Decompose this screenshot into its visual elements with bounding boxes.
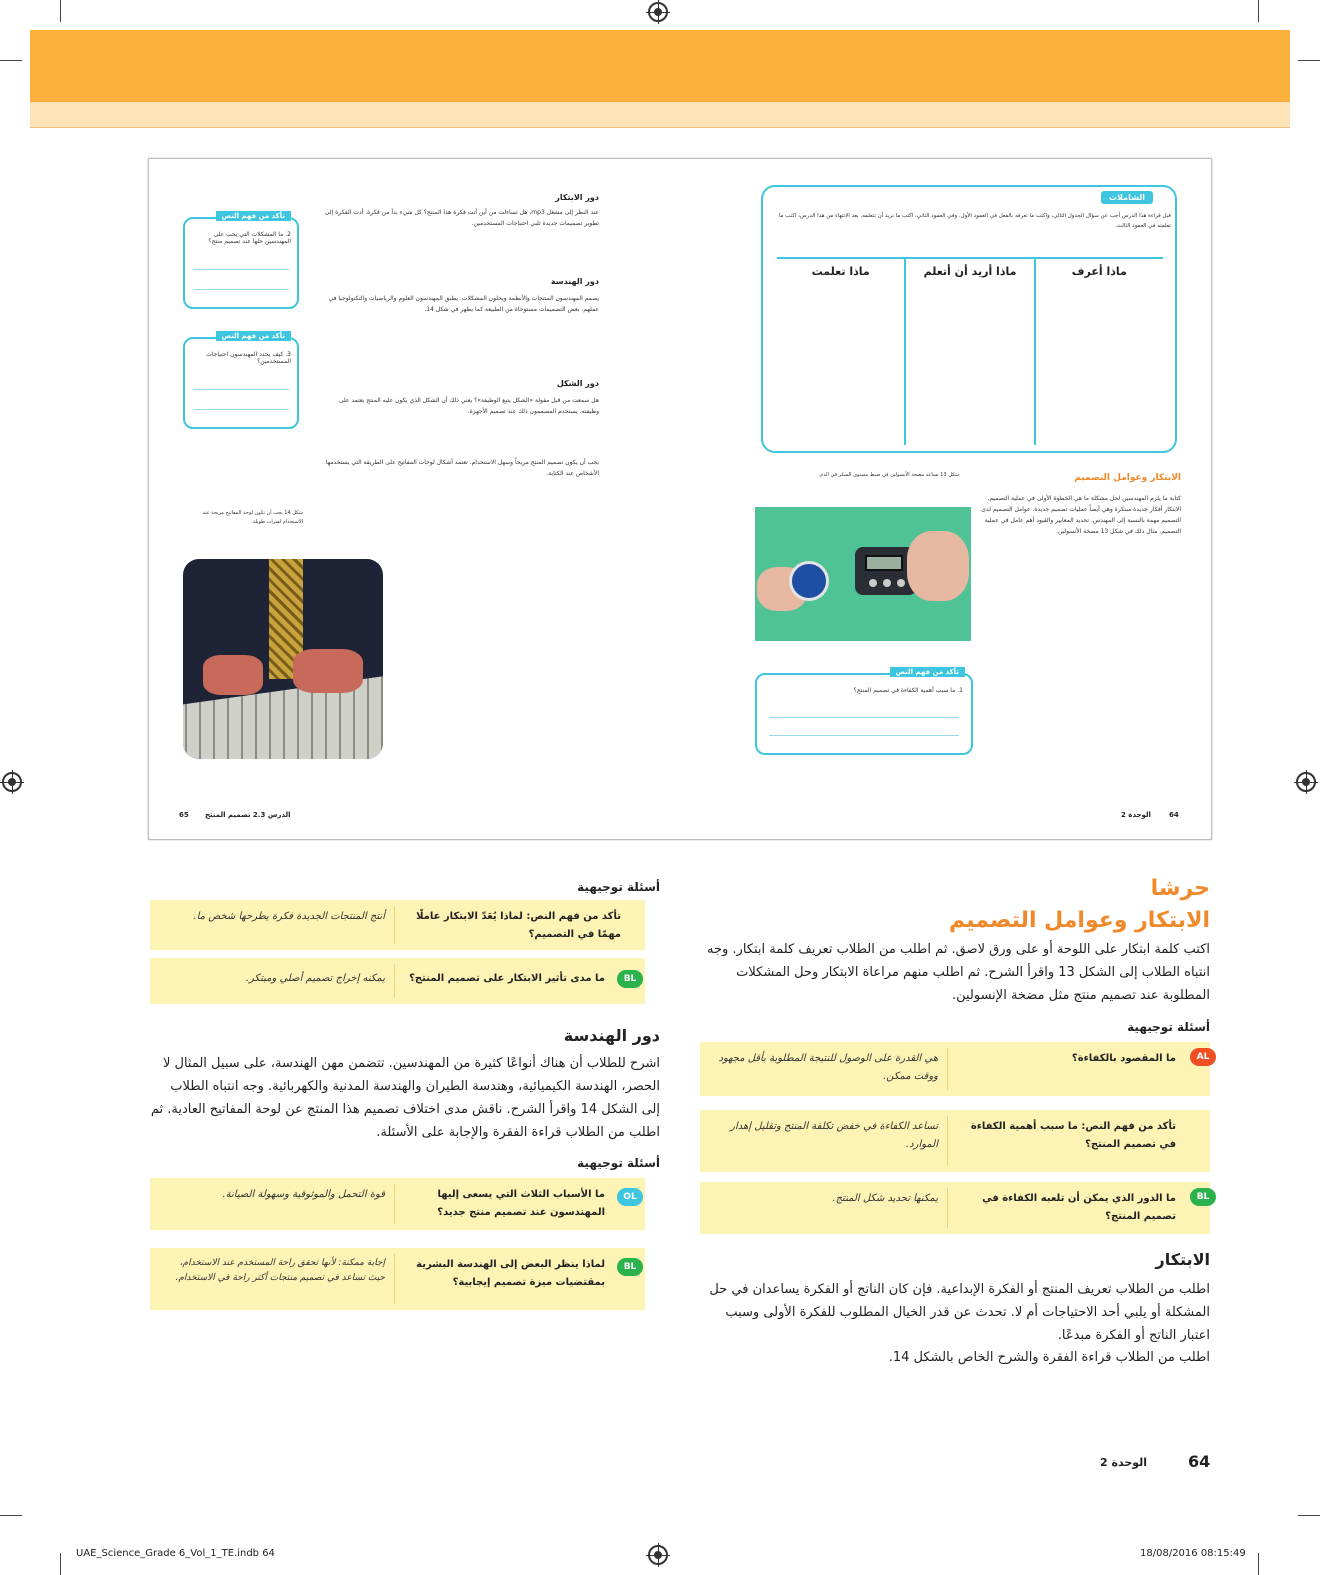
student-section-heading: الابتكار وعوامل التصميم <box>1074 473 1181 483</box>
note-question: 3. كيف يحدد المهندسون احتياجات المستخدمين؟ <box>206 351 291 365</box>
student-p-shape: هل سمعت من قبل مقولة «الشكل يتبع الوظيفة»؟ يعني ذلك أن الشكل الذي يكون عليه المنتج يعتمد على وظيفته. يستخدم المصممون ذلك عند تصميم الأجهزة. <box>338 397 599 415</box>
slug-datetime: 18/08/2016 08:15:49 <box>1140 1548 1246 1559</box>
pump-button <box>883 579 891 587</box>
student-page-label-right: الدرس 2.3 تصميم المنتج <box>205 811 291 819</box>
te-answer: إجابة ممكنة: لأنها تحقق راحة المستخدم عند الاستخدام، حيث تساعد في تصميم منتجات أكثر راحة في الاستخدام. <box>175 1258 385 1283</box>
te-question-box <box>150 1248 645 1310</box>
te-engineering-heading: دور الهندسة <box>563 1026 660 1045</box>
header-banner-divider <box>30 127 1290 128</box>
answer-line <box>769 717 959 718</box>
student-p-innovation: عند النظر إلى مشغل mp3، هل تساءلت من أين أتت فكرة هذا المنتج؟ كل شيء بدأ من فكرة. أدت الفكرة إلى تطوير تصميمات جديدة تلبي احتياجات المستخدمين. <box>324 209 599 227</box>
level-badge-bl: BL <box>1190 1188 1216 1206</box>
crop-mark <box>60 0 61 22</box>
te-guiding-heading-right-2: أسئلة توجيهية <box>577 1156 660 1170</box>
te-question: تأكد من فهم النص: ما سبب أهمية الكفاءة في تصميم المنتج؟ <box>970 1121 1176 1150</box>
te-answer: هي القدرة على الوصول للنتيجة المطلوبة بأقل مجهود ووقت ممكن. <box>718 1053 938 1082</box>
qbox-divider <box>394 964 395 998</box>
te-question: ما الدور الذي يمكن أن تلعبه الكفاءة في تصميم المنتج؟ <box>982 1193 1176 1222</box>
keyboard-photo-caption: شكل 14 يجب أن تكون لوحة المفاتيح مريحة عند الاستخدام لفترات طويلة. <box>202 510 303 525</box>
footer-unit-label: الوحدة 2 <box>1100 1456 1148 1469</box>
te-question-box <box>150 900 645 950</box>
te-question-box <box>150 958 645 1004</box>
te-subtitle: الابتكار وعوامل التصميم <box>949 908 1210 933</box>
student-h-engineering: دور الهندسة <box>550 277 599 286</box>
te-question: تأكد من فهم النص: لماذا يُعَدّ الابتكار عاملًا مهمًا في التصميم؟ <box>416 911 621 940</box>
te-intro: اكتب كلمة ابتكار على اللوحة أو على ورق لاصق. ثم اطلب من الطلاب تعريف كلمة ابتكار. وجه انتباه الطلاب إلى الشكل 13 واقرأ الشرح. ثم اطلب منهم مراعاة الابتكار وحل المشكلات المطلوبة عند تصميم منتج مثل مضخة الإنسولين. <box>707 942 1210 1003</box>
student-p-engineering: يصمم المهندسون المنتجات والأنظمة ويحلون المشكلات. يطبق المهندسون العلوم والرياضيات والتكنولوجيا في عملهم. بعض التصميمات مستوحاة من الطبيعة كما يظهر في شكل 14. <box>328 295 599 313</box>
te-guiding-heading-right-1: أسئلة توجيهية <box>577 880 660 894</box>
foldable-col-know: ماذا أعرف <box>1034 259 1163 445</box>
qbox-divider <box>947 1188 948 1228</box>
infusion-site <box>789 561 829 601</box>
student-page-label-left: الوحدة 2 <box>1121 811 1151 819</box>
hand-right <box>907 531 969 601</box>
crop-mark <box>60 1553 61 1575</box>
crop-mark <box>0 1515 22 1516</box>
note-tag: تأكد من فهم النص <box>216 211 291 221</box>
te-question-box <box>700 1110 1210 1172</box>
note-question: 2. ما المشكلات التي يجب على المهندسين حلها عند تصميم منتج؟ <box>208 231 291 245</box>
qbox-divider <box>394 1184 395 1224</box>
header-banner-strip <box>30 102 1290 127</box>
te-question-box <box>700 1182 1210 1234</box>
foldable-intro: قبل قراءة هذا الدرس أجب عن سؤال الجدول التالي، واكتب ما تعرفه بالفعل في العمود الأول. وفي العمود الثاني، اكتب ما تريد أن تتعلمه. بعد الانتهاء من هذا الدرس، اكتب ما تعلمته في العمود الثالث. <box>778 213 1171 229</box>
student-section-text: كتابة ما يلزم المهندسين لحل مشكلة ما هي الخطوة الأولى في عملية التصميم. الابتكار أفكار جديدة مبتكرة وهي أيضاً عمليات تصميم جديدة. عوامل التصميم لدى التصميم مهمة بالنسبة إلى المهندس. تحديد المعايير والقيود أهم عامل في عملية التصميم. مثال ذلك في شكل 13 مضخة الأنسولين. <box>981 495 1181 535</box>
student-h-shape: دور الشكل <box>556 379 599 388</box>
foldable-col-learned: ماذا تعلمت <box>811 265 870 278</box>
te-question: ما الأسباب الثلاث التي يسعى إليها المهندسون عند تصميم منتج جديد؟ <box>437 1189 605 1218</box>
te-answer: تساعد الكفاءة في خفض تكلفة المنتج وتقليل إهدار الموارد. <box>730 1121 938 1150</box>
registration-mark-icon <box>648 2 668 22</box>
registration-mark-icon <box>1296 772 1316 792</box>
answer-line <box>193 389 289 390</box>
registration-mark-icon <box>2 772 22 792</box>
answer-line <box>193 269 289 270</box>
crop-mark <box>1298 60 1320 61</box>
pump-screen <box>865 555 903 571</box>
pump-button <box>897 579 905 587</box>
crop-mark <box>1258 0 1259 22</box>
pump-button <box>869 579 877 587</box>
level-badge-al: AL <box>1190 1048 1216 1066</box>
footer-page-number: 64 <box>1188 1452 1211 1471</box>
te-title: حرشا <box>1150 876 1210 901</box>
te-question: ما مدى تأثير الابتكار على تصميم المنتج؟ <box>409 973 605 984</box>
te-engineering-text: اشرح للطلاب أن هناك أنواعًا كثيرة من المهندسين. تتضمن مهن الهندسة، على سبيل المثال لا الحصر، الهندسة الكيميائية، وهندسة الطيران والهندسة المدنية والكهربائية. وجه انتباه الطلاب إلى الشكل 14 واقرأ الشرح. ناقش مدى اختلاف تصميم هذا المنتج عن لوحة المفاتيح العادية. ثم اطلب من الطلاب قراءة الفقرة والإجابة على الأسئلة. <box>150 1056 660 1140</box>
te-answer: قوة التحمل والموثوقية وسهولة الصيانة. <box>222 1189 385 1200</box>
note-tag: تأكد من فهم النص <box>890 667 965 677</box>
te-guiding-heading-left: أسئلة توجيهية <box>1127 1020 1210 1034</box>
qbox-divider <box>947 1048 948 1090</box>
answer-line <box>193 409 289 410</box>
te-question-box <box>700 1042 1210 1096</box>
typing-hand <box>293 649 363 693</box>
te-question-box <box>150 1178 645 1230</box>
pump-photo-caption: شكل 13 تساعد مضخة الأنسولين في ضبط مستوى السكر في الدم. <box>818 472 959 478</box>
te-innovation-text: اطلب من الطلاب تعريف المنتج أو الفكرة الإبداعية. فإن كان الناتج أو الفكرة يساعدان في حل المشكلة أو يلبي أحد الاحتياجات أم لا. تحدث عن قدر الخيال المطلوب للفكرة الأولى وسبب اعتبار الناتج أو الفكرة مبدعًا. <box>709 1282 1210 1343</box>
te-answer: يمكنه إخراج تصميم أصلي ومبتكر. <box>245 973 385 984</box>
crop-mark <box>0 60 22 61</box>
foldable-columns <box>777 257 1163 445</box>
crop-mark <box>1258 1553 1259 1575</box>
registration-mark-icon <box>648 1545 668 1565</box>
slug-file: UAE_Science_Grade 6_Vol_1_TE.indb 64 <box>76 1548 275 1559</box>
insulin-pump-photo <box>755 507 971 641</box>
te-innovation-text2: اطلب من الطلاب قراءة الفقرة والشرح الخاص بالشكل 14. <box>888 1350 1210 1365</box>
qbox-divider <box>394 1254 395 1304</box>
student-p-shape2: يجب أن يكون تصميم المنتج مريحاً وسهل الاستخدام. تعتمد أشكال لوحات المفاتيح على الطريقة التي يستخدمها الأشخاص عند الكتابة. <box>325 459 599 477</box>
student-h-innovation: دور الابتكار <box>555 193 599 202</box>
level-badge-ol: OL <box>617 1188 643 1206</box>
te-answer: أنتج المنتجات الجديدة فكرة يطرحها شخص ما. <box>193 911 385 922</box>
student-note-1 <box>755 668 973 755</box>
qbox-divider <box>947 1116 948 1166</box>
answer-line <box>193 289 289 290</box>
foldable-tag: الشاملات <box>1101 191 1153 204</box>
level-badge-bl: BL <box>617 970 643 988</box>
keyboard-photo <box>183 559 383 759</box>
crop-mark <box>1298 1515 1320 1516</box>
student-note-3 <box>183 332 299 429</box>
qbox-divider <box>394 906 395 944</box>
te-question: ما المقصود بالكفاءة؟ <box>1071 1053 1176 1064</box>
student-page-number-right: 65 <box>179 811 189 819</box>
student-page-spread <box>148 158 1212 840</box>
level-badge-bl: BL <box>617 1258 643 1276</box>
header-banner <box>30 30 1290 102</box>
te-question: لماذا ينظر البعض إلى الهندسة البشرية بمقتضيات ميزة تصميم إيجابية؟ <box>416 1259 605 1288</box>
student-page-number-left: 64 <box>1169 811 1179 819</box>
note-question: 1. ما سبب أهمية الكفاءة في تصميم المنتج؟ <box>853 687 963 694</box>
answer-line <box>769 735 959 736</box>
te-innovation-heading: الابتكار <box>1155 1250 1210 1269</box>
typing-hand <box>203 655 263 695</box>
student-note-2 <box>183 212 299 309</box>
note-tag: تأكد من فهم النص <box>216 331 291 341</box>
foldable-col-want: ماذا أريد أن أتعلم <box>904 259 1033 445</box>
te-answer: يمكنها تحديد شكل المنتج. <box>832 1193 938 1204</box>
